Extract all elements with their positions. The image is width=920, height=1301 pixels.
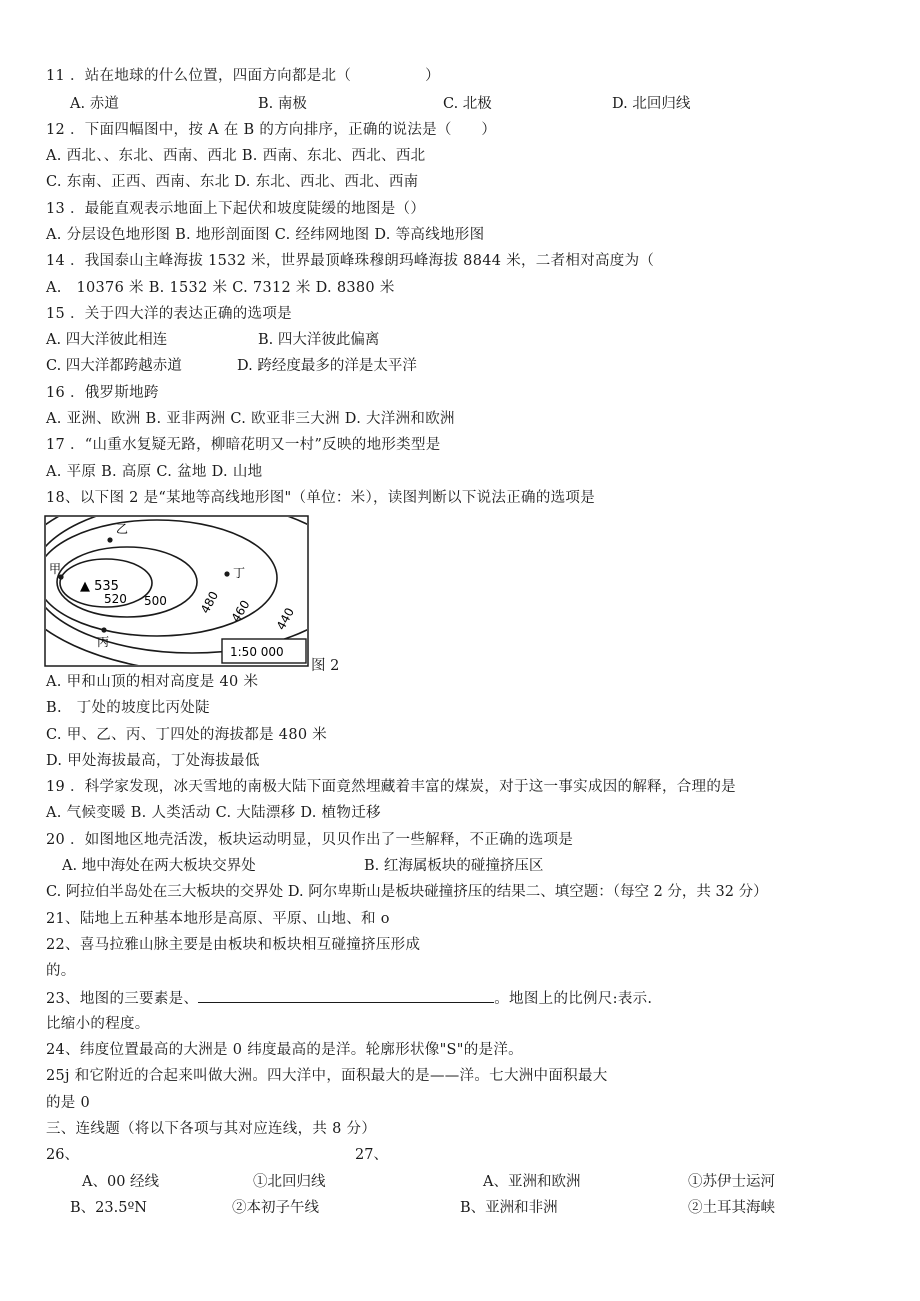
point-bing-marker — [101, 627, 106, 632]
q14-stem: 14 ．我国泰山主峰海拔 1532 米，世界最顶峰珠穆朗玛峰海拔 8844 米，二者相对高度为（ — [46, 253, 655, 269]
scale-label: 1:50 000 — [230, 645, 284, 659]
q26-left-a: A、00 经线 — [82, 1174, 160, 1190]
q20-options-cd-and-section-header: C. 阿拉伯半岛处在三大板块的交界处 D. 阿尔卑斯山是板块碰撞挤压的结果二、填空题：（每空 2 分，共 32 分） — [46, 884, 768, 900]
q16-stem: 16 ．俄罗斯地跨 — [46, 385, 159, 401]
q27-right-1: ①苏伊士运河 — [688, 1174, 775, 1190]
q23-line1 — [46, 988, 652, 1008]
q27-left-b: B、亚洲和非洲 — [460, 1200, 558, 1216]
q20-option-b: B. 红海属板块的碰撞挤压区 — [364, 858, 544, 874]
point-ding-label: 丁 — [233, 566, 246, 580]
q24: 24、纬度位置最高的大洲是 0 纬度最高的是洋。轮廓形状像"S"的是洋。 — [46, 1042, 523, 1058]
contour-label-500: 500 — [144, 594, 167, 608]
q26-left-b: B、23.5ºN — [70, 1200, 147, 1216]
q19-stem: 19 ．科学家发现，冰天雪地的南极大陆下面竟然埋藏着丰富的煤炭，对于这一事实成因的解释，合理的是 — [46, 779, 736, 795]
q25-line1: 25j 和它附近的合起来叫做大洲。四大洋中，面积最大的是——洋。七大洲中面积最大 — [46, 1068, 608, 1084]
q14-options: A. 10376 米 B. 1532 米 C. 7312 米 D. 8380 米 — [46, 280, 395, 296]
point-bing-label: 丙 — [97, 635, 110, 649]
q11-option-c: C. 北极 — [443, 96, 492, 112]
q12-options-cd: C. 东南、正西、西南、东北 D. 东北、西北、西北、西南 — [46, 174, 419, 190]
q26-label: 26、 — [46, 1147, 79, 1163]
point-yi-label: 乙 — [116, 522, 129, 536]
q26-right-2: ②本初子午线 — [232, 1200, 319, 1216]
contour-label-440: 440 — [273, 605, 297, 633]
q11-option-b: B. 南极 — [258, 96, 307, 112]
q15-option-d: D. 跨经度最多的洋是太平洋 — [237, 358, 417, 374]
q26-right-1: ①北回归线 — [253, 1174, 326, 1190]
q23-text-before: 23、地图的三要素是、 — [46, 991, 199, 1007]
q23-text-after: 。地图上的比例尺:表示. — [494, 991, 653, 1007]
q18-option-b: B. 丁处的坡度比丙处陡 — [46, 700, 210, 716]
contour-label-520: 520 — [104, 592, 127, 606]
peak-label: ▲ 535 — [80, 579, 119, 594]
matching-header: 三、连线题（将以下各项与其对应连线，共 8 分） — [46, 1121, 377, 1137]
q13-stem: 13 ．最能直观表示地面上下起伏和坡度陡缓的地图是（） — [46, 201, 426, 217]
q15-option-a: A. 四大洋彼此相连 — [46, 332, 168, 348]
q11-stem: 11 ．站在地球的什么位置，四面方向都是北（ ） — [46, 68, 440, 84]
point-yi-marker — [107, 537, 112, 542]
q22-line1: 22、喜马拉雅山脉主要是由板块和板块相互碰撞挤压形成 — [46, 937, 421, 953]
figure-caption: 图 2 — [311, 658, 340, 674]
q18-option-d: D. 甲处海拔最高，丁处海拔最低 — [46, 753, 260, 769]
contour-label-480: 480 — [197, 589, 222, 616]
q15-option-b: B. 四大洋彼此偏离 — [258, 332, 380, 348]
q18-option-c: C. 甲、乙、丙、丁四处的海拔都是 480 米 — [46, 727, 328, 743]
q23-blank — [198, 988, 494, 1003]
q25-line2: 的是 0 — [46, 1095, 91, 1111]
q11-option-d: D. 北回归线 — [612, 96, 691, 112]
q11-option-a: A. 赤道 — [70, 96, 119, 112]
q15-option-c: C. 四大洋都跨越赤道 — [46, 358, 182, 374]
q20-option-a: A. 地中海处在两大板块交界处 — [62, 858, 256, 874]
q18-option-a: A. 甲和山顶的相对高度是 40 米 — [46, 674, 259, 690]
q19-options: A. 气候变暖 B. 人类活动 C. 大陆漂移 D. 植物迁移 — [46, 805, 381, 821]
q13-options: A. 分层设色地形图 B. 地形剖面图 C. 经纬网地图 D. 等高线地形图 — [46, 227, 485, 243]
q16-options: A. 亚洲、欧洲 B. 亚非两洲 C. 欧亚非三大洲 D. 大洋洲和欧洲 — [46, 411, 455, 427]
q18-stem: 18、以下图 2 是“某地等高线地形图"（单位：米），读图判断以下说法正确的选项是 — [46, 490, 596, 506]
q22-line2: 的。 — [46, 963, 76, 979]
q27-left-a: A、亚洲和欧洲 — [483, 1174, 581, 1190]
q23-line2: 比缩小的程度。 — [46, 1016, 150, 1032]
contour-label-460: 460 — [228, 597, 253, 625]
contour-map — [44, 515, 310, 667]
q12-options-ab: A. 西北、、东北、西南、西北 B. 西南、东北、西北、西北 — [46, 148, 426, 164]
q15-stem: 15 ．关于四大洋的表达正确的选项是 — [46, 306, 292, 322]
point-ding-marker — [224, 571, 229, 576]
q27-right-2: ②土耳其海峡 — [688, 1200, 775, 1216]
q20-stem: 20 ．如图地区地壳活泼，板块运动明显，贝贝作出了一些解释，不正确的选项是 — [46, 832, 574, 848]
q12-stem: 12 ．下面四幅图中，按 A 在 B 的方向排序，正确的说法是（ ） — [46, 122, 497, 138]
q17-options: A. 平原 B. 高原 C. 盆地 D. 山地 — [46, 464, 263, 480]
point-jia-label: 甲 — [49, 562, 62, 576]
q27-label: 27、 — [355, 1147, 388, 1163]
q17-stem: 17 ．“山重水复疑无路，柳暗花明又一村”反映的地形类型是 — [46, 437, 441, 453]
q21: 21、陆地上五种基本地形是高原、平原、山地、和 o — [46, 911, 390, 927]
